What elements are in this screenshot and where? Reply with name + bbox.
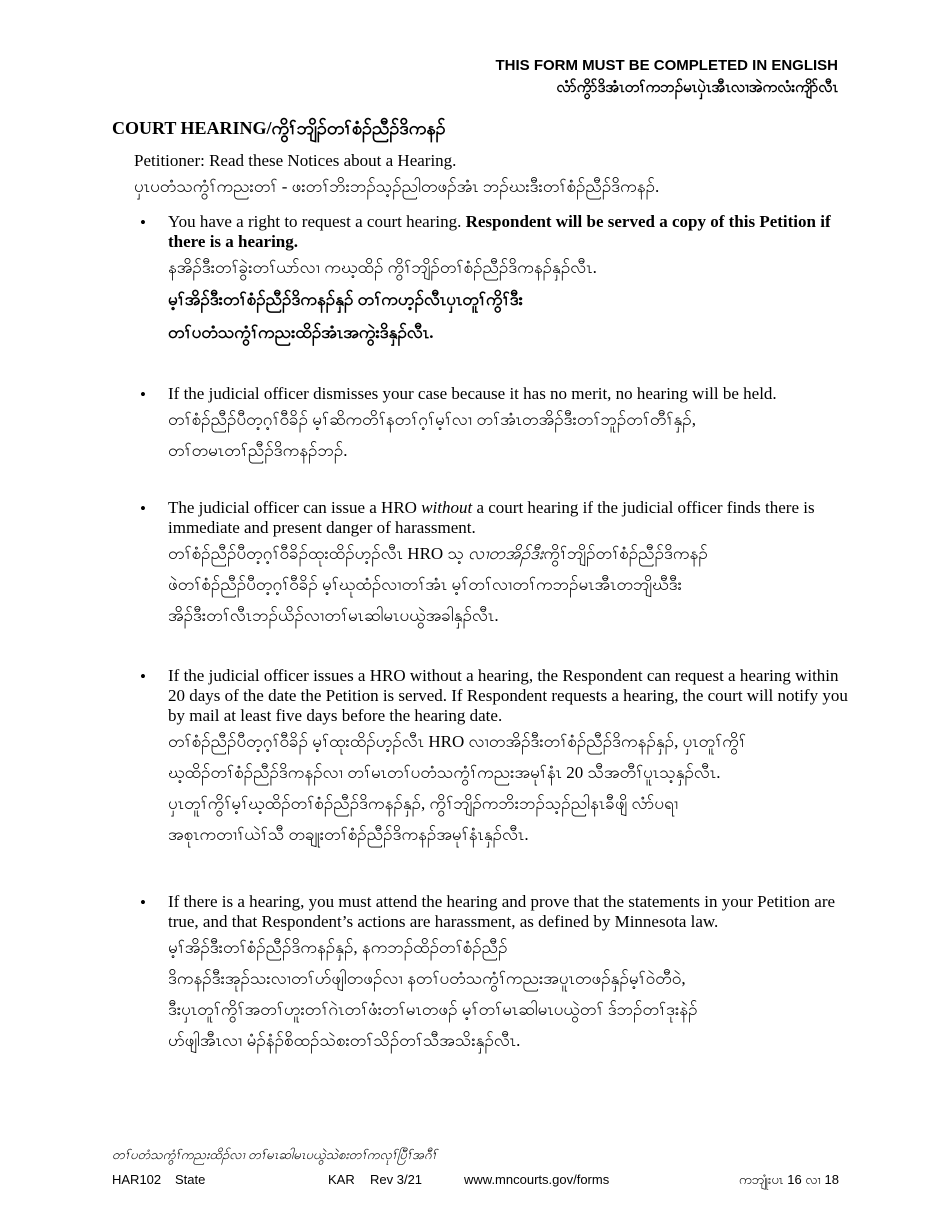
footer-language: KAR: [328, 1172, 355, 1187]
notice-karen-bold-1: မ့ၢ်အိၣ်ဒီးတၢ်စံၣ်ညီၣ်ဒိကနၣ်နှၣ် တၢ်ကဟ့ၣ်လီၤပှၤတူၢ်ကွိၢ်ဒီး: [168, 290, 523, 309]
notice-karen-2: ဒိကနၣ်ဒီးအုၣ်သးလၢတၢ်ဟ်ဖျါတဖၣ်လၢ နတၢ်ပတံသကွံၢ်ကညးအပူၤတဖၣ်နှၣ်မ့ၢ်ဝဲတီဝဲ,: [168, 969, 686, 988]
bullet-dot: •: [140, 499, 146, 518]
notice-karen-4: အစုၤကတၢၢ်ယဲၢ်သီ တချုးတၢ်စံၣ်ညီၣ်ဒိကနၣ်အမုၢ်နံၤနှၣ်လီၤ.: [168, 825, 529, 844]
footer-page-number: ကဘျုံးပၤ 16 လၢ 18: [738, 1172, 839, 1187]
intro-karen: ပှၤပတံသကွံၢ်ကညးတၢ် - ဖးတၢ်ဘိးဘၣ်သ့ၣ်ညါတဖၣ်အံၤ ဘၣ်ဃးဒီးတၢ်စံၣ်ညီၣ်ဒိကနၣ်.: [134, 177, 660, 196]
footer-revision: Rev 3/21: [370, 1172, 423, 1187]
page-title: COURT HEARING/ကွိၢ်ဘျိၣ်တၢ်စံၣ်ညီၣ်ဒိကနၣ်: [112, 118, 446, 138]
notice-english-text-1: The judicial officer can issue a HRO: [168, 498, 422, 517]
notice-english-bold: Respondent will be served a copy of this Petition if there is a hearing.: [168, 212, 831, 251]
form-header: [495, 56, 838, 100]
notice-karen-1: [168, 538, 852, 569]
notice-english: If there is a hearing, you must attend the hearing and prove that the statements in your Petition are true, and that Respondent’s actions are harassment, as defined by Minnesota law.: [168, 892, 836, 931]
notice-item-attend-hearing: [140, 892, 852, 1056]
notice-karen-3: ဒီးပှၤတူၢ်ကွိၢ်အတၢ်ဟူးတၢ်ဂဲၤတၢ်ဖံးတၢ်မၤတဖၣ် မ့ၢ်တၢ်မၤဆါမၤပယွဲတၢ် ဒ်ဘၣ်တၢ်ဒုးနဲၣ်: [168, 1000, 698, 1019]
bullet-dot: •: [140, 667, 146, 686]
notice-karen-bold-2: တၢ်ပတံသကွံၢ်ကညးထိၣ်အံၤအကွဲးဒိနှၣ်လီၤ.: [168, 323, 434, 342]
bullet-dot: •: [140, 385, 146, 404]
notice-karen-2: ဖဲတၢ်စံၣ်ညီၣ်ပီတ့ဂ့ၢ်ဝီခိၣ် မ့ၢ်ဃုထံၣ်လၢတၢ်အံၤ မ့ၢ်တၢ်လၢတၢ်ကဘၣ်မၤအီၤတဘျိဃီဒီး: [168, 575, 682, 594]
page-footer: [112, 1172, 839, 1190]
notice-english-text: You have a right to request a court hearing.: [168, 212, 466, 231]
notice-karen-italic: လၢတအိၣ်ဒီး: [468, 544, 544, 563]
notice-item-dismissal: [140, 384, 852, 466]
notice-english: [168, 498, 852, 538]
notice-english: [168, 212, 852, 252]
notice-english: If the judicial officer dismisses your case because it has no merit, no hearing will be held.: [168, 384, 777, 403]
notice-item-right-to-hearing: [140, 212, 852, 349]
notice-karen-1: တၢ်စံၣ်ညီၣ်ပီတ့ဂ့ၢ်ဝီခိၣ် မ့ၢ်ထုးထိၣ်ဟ့ၣ်လီၤ HRO လၢတအိၣ်ဒီးတၢ်စံၣ်ညီၣ်ဒိကနၣ်နှၣ်, ပှၤတူၢ်ကွိၢ်: [168, 732, 746, 751]
footer-form-name: တၢ်ပတံသကွံၢ်ကညးထိၣ်လၢ တၢ်မၤဆါမၤပယွဲသဲစးတၢ်ကလုၢ်ပြီၢ်အဂီၢ်: [112, 1147, 437, 1162]
notice-karen-1: တၢ်စံၣ်ညီၣ်ပီတ့ဂ့ၢ်ဝီခိၣ် မ့ၢ်ဆိကတိၢ်နတၢ်ဂ့ၢ်မ့ၢ်လၢ တၢ်အံၤတအိၣ်ဒီးတၢ်ဘူၣ်တၢ်တီၢ်နှၣ်,: [168, 410, 696, 429]
footer-url: www.mncourts.gov/forms: [464, 1172, 610, 1187]
notice-karen: နအိၣ်ဒီးတၢ်ခွဲးတၢ်ယာ်လၢ ကဃ့ထိၣ် ကွိၢ်ဘျိၣ်တၢ်စံၣ်ညီၣ်ဒိကနၣ်နှၣ်လီၤ.: [168, 258, 597, 277]
header-karen-notice: လံာ်ကွိာ်ဒိအံၤတၢ်ကဘၣ်မၤပှဲၤအီၤလၢအဲကလံးကျိာ်လီၤ: [556, 79, 838, 96]
bullet-dot: •: [140, 893, 146, 912]
notice-karen-1a: တၢ်စံၣ်ညီၣ်ပီတ့ဂ့ၢ်ဝီခိၣ်ထုးထိၣ်ဟ့ၣ်လီၤ HRO သ့: [168, 544, 469, 563]
header-english-notice: THIS FORM MUST BE COMPLETED IN ENGLISH: [495, 57, 838, 74]
notice-karen-3: ပှၤတူၢ်ကွိၢ်မ့ၢ်ဃ့ထိၣ်တၢ်စံၣ်ညီၣ်ဒိကနၣ်နှၣ်, ကွိၢ်ဘျိၣ်ကဘိးဘၣ်သ့ၣ်ညါနၤခီဖျိ လံာ်ပရၢ: [168, 794, 679, 813]
intro-english: Petitioner: Read these Notices about a Hearing.: [134, 151, 457, 170]
notice-karen-4: ဟ်ဖျါအီၤလၢ မံၣ်နံၣ်စိထၣ်သဲစးတၢ်သိၣ်တၢ်သီအသိးနှၣ်လီၤ.: [168, 1031, 521, 1050]
notice-karen-3: အိၣ်ဒီးတၢ်လီၤဘၣ်ယိၣ်လၢတၢ်မၤဆါမၤပယွဲအခါနှၣ်လီၤ.: [168, 606, 499, 625]
notice-english: If the judicial officer issues a HRO without a hearing, the Respondent can request a hearing within 20 days of the date the Petition is served. If Respondent requests a hearing, the court will notify you by mail at least five days before the hearing date.: [168, 666, 848, 725]
notice-karen-1: မ့ၢ်အိၣ်ဒီးတၢ်စံၣ်ညီၣ်ဒိကနၣ်နှၣ်, နကဘၣ်ထိၣ်တၢ်စံၣ်ညီၣ်: [168, 938, 508, 957]
notice-karen-2: တၢ်တမၤတၢ်ညီၣ်ဒိကနၣ်ဘၣ်.: [168, 441, 348, 460]
notice-english-text-2: a court hearing if the judicial officer finds there is immediate and present danger of harassment.: [168, 498, 815, 537]
notice-item-request-hearing: [140, 666, 852, 850]
footer-state: State: [175, 1172, 206, 1187]
notice-english-italic: without: [421, 498, 473, 517]
notice-item-hro-without-hearing: [140, 498, 852, 631]
footer-form-id: HAR102: [112, 1172, 162, 1187]
intro: [134, 150, 854, 202]
notice-karen-1b: ကွိၢ်ဘျိၣ်တၢ်စံၣ်ညီၣ်ဒိကနၣ်: [543, 544, 708, 563]
notice-karen-2: ဃ့ထိၣ်တၢ်စံၣ်ညီၣ်ဒိကနၣ်လၢ တၢ်မၤတၢ်ပတံသကွံၢ်ကညးအမုၢ်နံၤ 20 သီအတီၢ်ပူၤသ့နှၣ်လီၤ.: [168, 763, 721, 782]
bullet-dot: •: [140, 213, 146, 232]
